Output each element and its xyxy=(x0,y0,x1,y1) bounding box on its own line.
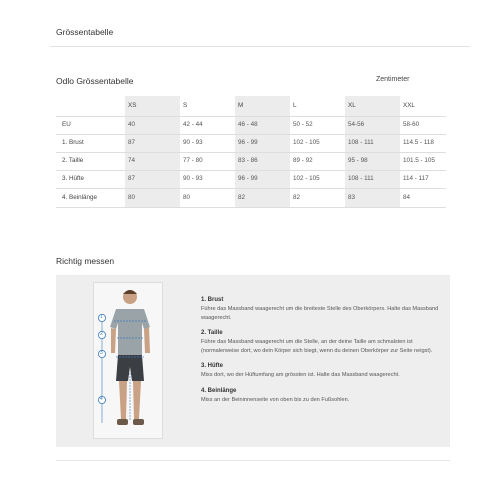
table-cell: 82 xyxy=(293,194,301,201)
unit-label: Zentimeter xyxy=(376,76,410,83)
size-header-cell: XL xyxy=(348,102,356,109)
marker-label: 1 xyxy=(100,314,103,320)
instruction-heading: 4. Beinlänge xyxy=(201,387,237,394)
measure-panel xyxy=(56,275,450,447)
instruction-item xyxy=(201,387,441,405)
table-cell: 83 xyxy=(348,194,356,201)
row-divider xyxy=(56,188,446,189)
table-cell: 102 - 105 xyxy=(293,175,320,182)
table-cell: 40 xyxy=(128,121,136,128)
instruction-text: Führe das Massband waagerecht um die Stelle, an der deine Taille am schmalsten ist (normalerweise dort, wo dein Körper sich biegt, wenn du deinen Oberkörper zur Seite neigst). xyxy=(201,339,433,354)
table-cell: 102 - 105 xyxy=(293,139,320,146)
table-cell: 84 xyxy=(403,194,411,201)
table-cell: 96 - 99 xyxy=(238,175,258,182)
instruction-item xyxy=(201,296,441,322)
size-header-cell: L xyxy=(293,102,297,109)
row-label: 3. Hüfte xyxy=(62,175,85,182)
divider xyxy=(50,46,470,47)
size-chart-title: Odlo Grössentabelle xyxy=(56,76,134,86)
table-cell: 80 xyxy=(128,194,136,201)
table-cell: 54-56 xyxy=(348,121,365,128)
size-header-cell: S xyxy=(183,102,188,109)
size-header-cell: XXL xyxy=(403,102,415,109)
row-label: 4. Beinlänge xyxy=(62,194,98,201)
table-cell: 95 - 98 xyxy=(348,157,368,164)
row-divider xyxy=(56,170,446,171)
model-figure-image xyxy=(94,283,164,440)
table-cell: 87 xyxy=(128,139,136,146)
table-cell: 82 xyxy=(238,194,246,201)
table-cell: 77 - 80 xyxy=(183,157,203,164)
instruction-item xyxy=(201,329,441,355)
page-title: Grössentabelle xyxy=(56,27,114,37)
table-cell: 50 - 52 xyxy=(293,121,313,128)
instruction-heading: 2. Taille xyxy=(201,330,223,336)
table-cell: 46 - 48 xyxy=(238,121,258,128)
instruction-text: Miss an der Beininnenseite von oben bis zu den Fußsohlen. xyxy=(201,396,350,403)
instruction-text: Führe das Massband waagerecht um die breiteste Stelle des Oberkörpers. Halte das Massband waagerecht. xyxy=(201,306,439,321)
row-divider xyxy=(56,134,446,135)
marker-label: 3 xyxy=(100,350,103,356)
measure-instructions xyxy=(201,296,441,411)
table-cell: 58-60 xyxy=(403,121,420,128)
marker-label: 4 xyxy=(100,396,103,402)
table-cell: 74 xyxy=(128,157,136,164)
table-cell: 89 - 92 xyxy=(293,157,313,164)
table-cell: 90 - 93 xyxy=(183,139,203,146)
table-cell: 108 - 111 xyxy=(348,175,374,182)
size-header-cell: XS xyxy=(128,102,137,109)
instruction-text: Miss dort, wo der Hüftumfang am grössten ist. Halte das Massband waagerecht. xyxy=(201,372,400,378)
table-cell: 83 - 86 xyxy=(238,157,258,164)
measure-section-title: Richtig messen xyxy=(56,256,115,266)
instruction-item xyxy=(201,362,441,380)
table-cell: 87 xyxy=(128,175,136,182)
table-cell: 90 - 93 xyxy=(183,175,203,182)
table-cell: 42 - 44 xyxy=(183,121,203,128)
row-label: 1. Brust xyxy=(62,139,84,146)
size-table xyxy=(56,96,446,208)
table-cell: 80 xyxy=(183,194,191,201)
table-cell: 114 - 117 xyxy=(403,175,429,182)
table-cell: 101.5 - 105 xyxy=(403,157,435,164)
row-divider xyxy=(56,116,446,117)
table-cell: 108 - 111 xyxy=(348,139,374,146)
table-cell: 96 - 99 xyxy=(238,139,258,146)
row-divider xyxy=(56,207,446,208)
instruction-heading: 1. Brust xyxy=(201,297,224,303)
row-label: EU xyxy=(62,121,71,128)
model-photo xyxy=(93,282,163,439)
instruction-heading: 3. Hüfte xyxy=(201,363,224,369)
size-header-cell: M xyxy=(238,102,244,109)
row-label: 2. Taille xyxy=(62,157,84,164)
divider xyxy=(56,460,450,461)
table-cell: 114.5 - 118 xyxy=(403,139,434,146)
row-divider xyxy=(56,152,446,153)
marker-label: 2 xyxy=(100,331,103,337)
